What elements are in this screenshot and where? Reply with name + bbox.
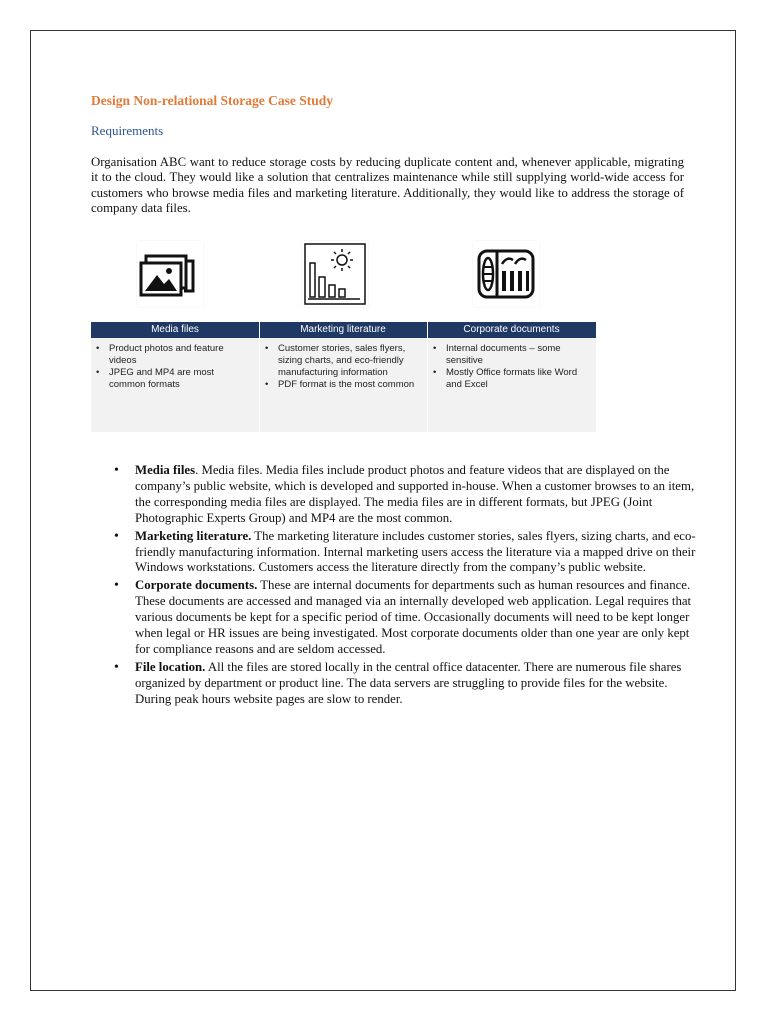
corporate-documents-icon (473, 241, 539, 307)
bullet-text: All the files are stored locally in the central office datacenter. There are numerous file shares organized by department or product line. The data servers are struggling to provide files for the website. During peak hours website pages are slow to render. (135, 659, 682, 706)
table-column-media (93, 343, 243, 391)
bullet-text: . Media files. Media files include product photos and feature videos that are displayed on the company’s public website, which is developed and supported in-house. When a customer browses to an item, the corresponding media files are displayed. The media files are in different formats, but JPEG (Joint Photographic Experts Group) and MP4 are the most common. (135, 463, 695, 525)
list-item-marketing-literature (135, 529, 705, 577)
bullet-text: The marketing literature includes customer stories, sales flyers, sizing charts, and eco-friendly manufacturing information. Internal marketing users access the literature via a mapped drive on their Windows workstations. Customers access the literature directly from the company’s public website. (135, 528, 696, 575)
intro-paragraph: Organisation ABC want to reduce storage costs by reducing duplicate content and, whenever applicable, migrating it to the cloud. They would like a solution that centralizes maintenance while still supplying world-wide access for customers who browse media files and marketing literature. Additionally, they would like to address the storage of company data files. (91, 155, 684, 216)
requirements-list (113, 463, 705, 710)
list-item: • Product photos and feature videos (109, 343, 243, 367)
header-corporate-documents: Corporate documents (463, 324, 560, 335)
list-item-media-files (135, 463, 705, 527)
column-divider (259, 322, 260, 432)
bullet-label: Marketing literature. (135, 528, 252, 543)
bullet-label: File location. (135, 659, 206, 674)
document-title: Design Non-relational Storage Case Study (91, 93, 334, 108)
list-item: • Customer stories, sales flyers, sizing charts, and eco-friendly manufacturing information (278, 343, 422, 379)
chart-document-icon (302, 241, 368, 307)
list-item-corporate-documents (135, 578, 705, 658)
list-item: • PDF format is the most common (278, 379, 422, 391)
bullet-label: Media files (135, 463, 196, 477)
bullet-text: These are internal documents for departments such as human resources and finance. These documents are accessed and managed via an internally developed web application. Legal requires that various documents be kept for a specific period of time. Occasionally documents will need to be kept longer when legal or HR issues are being investigated. Most corporate documents older than one year are only kept for compliance reasons and are seldom accessed. (135, 578, 692, 656)
pictures-icon (137, 241, 203, 307)
table-header-row (91, 322, 596, 338)
list-item: • JPEG and MP4 are most common formats (109, 367, 243, 391)
feature-table (91, 322, 596, 432)
bullet-label: Corporate documents. (135, 578, 258, 593)
list-item: • Internal documents – some sensitive (446, 343, 582, 367)
section-heading: Requirements (91, 123, 164, 138)
table-column-corporate (430, 343, 582, 391)
column-divider (427, 322, 428, 432)
header-media-files: Media files (151, 324, 199, 335)
table-column-marketing (262, 343, 422, 391)
list-item: • Mostly Office formats like Word and Excel (446, 367, 582, 391)
list-item-file-location (135, 660, 705, 708)
header-marketing-literature: Marketing literature (300, 324, 386, 335)
